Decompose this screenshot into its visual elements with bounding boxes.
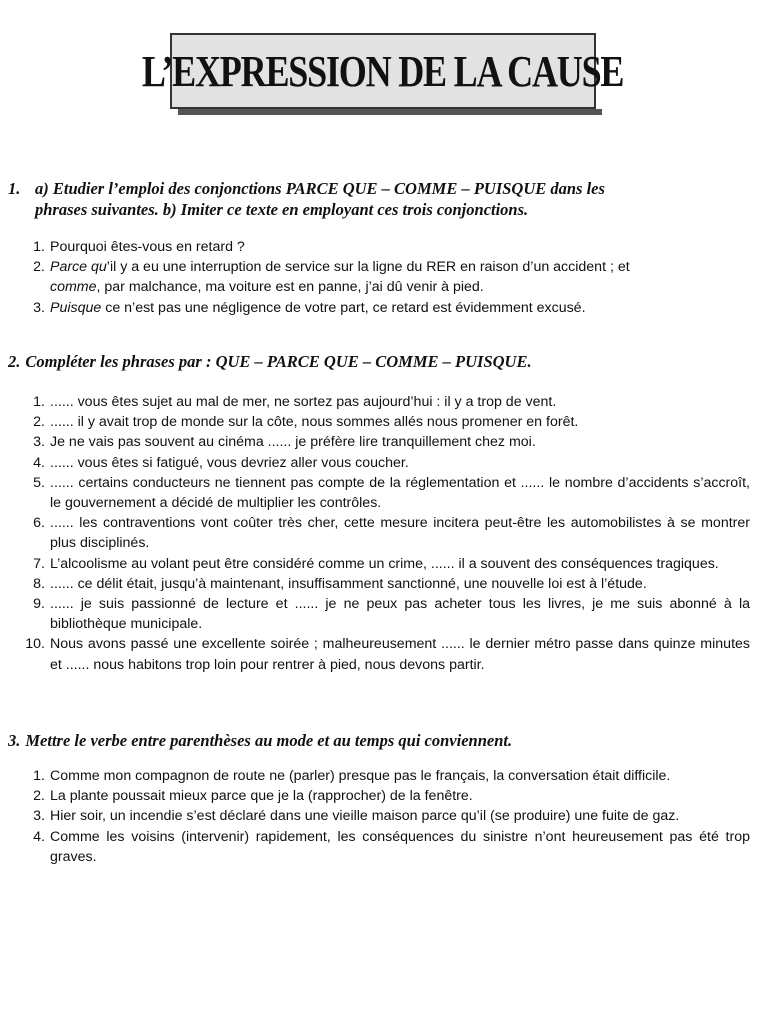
item-number: 2. — [33, 788, 45, 805]
item-text: Comme les voisins (intervenir) rapidement, les conséquences du sinistre n’ont heureusement pas été trop graves. — [50, 828, 750, 865]
list-item — [20, 432, 750, 452]
item-number: 3. — [33, 299, 45, 316]
item-text: ...... il y avait trop de monde sur la côte, nous sommes allés nous promener en forêt. — [50, 414, 579, 431]
page-title: L’EXPRESSION DE LA CAUSE — [142, 46, 624, 96]
section-3-number: 3. — [8, 731, 21, 750]
item-text-part: ’il y a eu une interruption de service sur la ligne du RER en raison d’un accident ; et — [106, 259, 630, 276]
item-text: ...... les contraventions vont coûter très cher, cette mesure incitera peut-être les automobilistes à se montrer plus disciplinés. — [50, 515, 750, 552]
item-text: Comme mon compagnon de route ne (parler) presque pas le français, la conversation était difficile. — [50, 768, 671, 784]
section-2-heading-text: Compléter les phrases par : QUE – PARCE QUE – COMME – PUISQUE. — [25, 352, 532, 371]
list-item — [20, 827, 750, 867]
list-item — [20, 634, 750, 674]
item-number: 9. — [33, 596, 45, 613]
list-item — [20, 257, 750, 297]
item-number: 1. — [33, 394, 45, 410]
item-number: 7. — [33, 555, 45, 572]
item-number: 4. — [33, 454, 45, 471]
section-2-list — [20, 392, 750, 675]
item-emphasis: comme — [50, 279, 97, 296]
item-text: L’alcoolisme au volant peut être considéré comme un crime, ...... il a souvent des conséquences tragiques. — [50, 555, 719, 572]
section-1-number: 1. — [8, 179, 21, 198]
item-text — [50, 298, 750, 318]
list-item — [20, 453, 750, 473]
item-number: 2. — [33, 259, 45, 276]
list-item — [20, 473, 750, 513]
item-text: ...... vous êtes sujet au mal de mer, ne sortez pas aujourd’hui : il y a trop de vent. — [50, 394, 557, 410]
item-number: 3. — [33, 434, 45, 451]
list-item — [20, 594, 750, 634]
item-text: ...... vous êtes si fatigué, vous devriez aller vous coucher. — [50, 454, 409, 471]
section-1-list — [20, 237, 750, 318]
item-number: 2. — [33, 414, 45, 431]
list-item — [20, 766, 750, 786]
list-item — [20, 513, 750, 553]
section-1-heading — [8, 178, 750, 220]
section-3-heading — [8, 730, 750, 751]
item-text: Pourquoi êtes-vous en retard ? — [50, 239, 245, 255]
item-text: La plante poussait mieux parce que je la (rapprocher) de la fenêtre. — [50, 788, 473, 805]
item-number: 4. — [33, 828, 45, 845]
list-item — [20, 574, 750, 594]
list-item — [20, 392, 750, 412]
item-number: 3. — [33, 808, 45, 825]
item-number: 6. — [33, 515, 45, 532]
item-number: 1. — [33, 768, 45, 784]
section-2-number: 2. — [8, 352, 21, 371]
item-number: 1. — [33, 239, 45, 255]
item-number: 8. — [33, 575, 45, 592]
item-text-part: , par malchance, ma voiture est en panne, j’ai dû venir à pied. — [96, 279, 484, 296]
item-text-part: ce n’est pas une négligence de votre part, ce retard est évidemment excusé. — [101, 299, 586, 316]
item-emphasis: Puisque — [50, 299, 102, 316]
item-emphasis: Parce qu — [50, 259, 107, 276]
item-number: 10. — [25, 636, 45, 653]
list-item — [20, 786, 750, 806]
section-3-list — [20, 766, 750, 867]
list-item — [20, 806, 750, 826]
item-number: 5. — [33, 474, 45, 491]
item-text: ...... je suis passionné de lecture et ...... je ne peux pas acheter tous les livres, je me suis abonné à la bibliothèque municipale. — [50, 596, 750, 633]
title-banner — [142, 33, 624, 109]
item-text: Hier soir, un incendie s’est déclaré dans une vieille maison parce qu’il (se produire) une fuite de gaz. — [50, 808, 680, 825]
item-text — [50, 257, 750, 297]
item-text: Nous avons passé une excellente soirée ; malheureusement ...... le dernier métro passe dans quinze minutes et ...... nous habitons trop loin pour rentrer à pied, nous devons partir. — [50, 636, 750, 673]
list-item — [20, 237, 750, 257]
section-3-heading-text: Mettre le verbe entre parenthèses au mode et au temps qui conviennent. — [25, 731, 513, 750]
list-item — [20, 412, 750, 432]
item-text: ...... ce délit était, jusqu’à maintenant, insuffisamment sanctionné, une nouvelle loi est à l’étude. — [50, 575, 647, 592]
list-item — [20, 298, 750, 318]
item-text: Je ne vais pas souvent au cinéma ...... je préfère lire tranquillement chez moi. — [50, 434, 536, 451]
item-text: ...... certains conducteurs ne tiennent pas compte de la réglementation et ...... le nombre d’accidents s’accroît, le gouvernement a décidé de multiplier les contrôles. — [50, 474, 750, 512]
section-1-heading-line1: a) Etudier l’emploi des conjonctions PARCE QUE – COMME – PUISQUE dans les — [35, 179, 605, 198]
list-item — [20, 554, 750, 574]
section-2-heading — [8, 351, 750, 372]
section-1-heading-line2: phrases suivantes. b) Imiter ce texte en employant ces trois conjonctions. — [35, 200, 529, 219]
